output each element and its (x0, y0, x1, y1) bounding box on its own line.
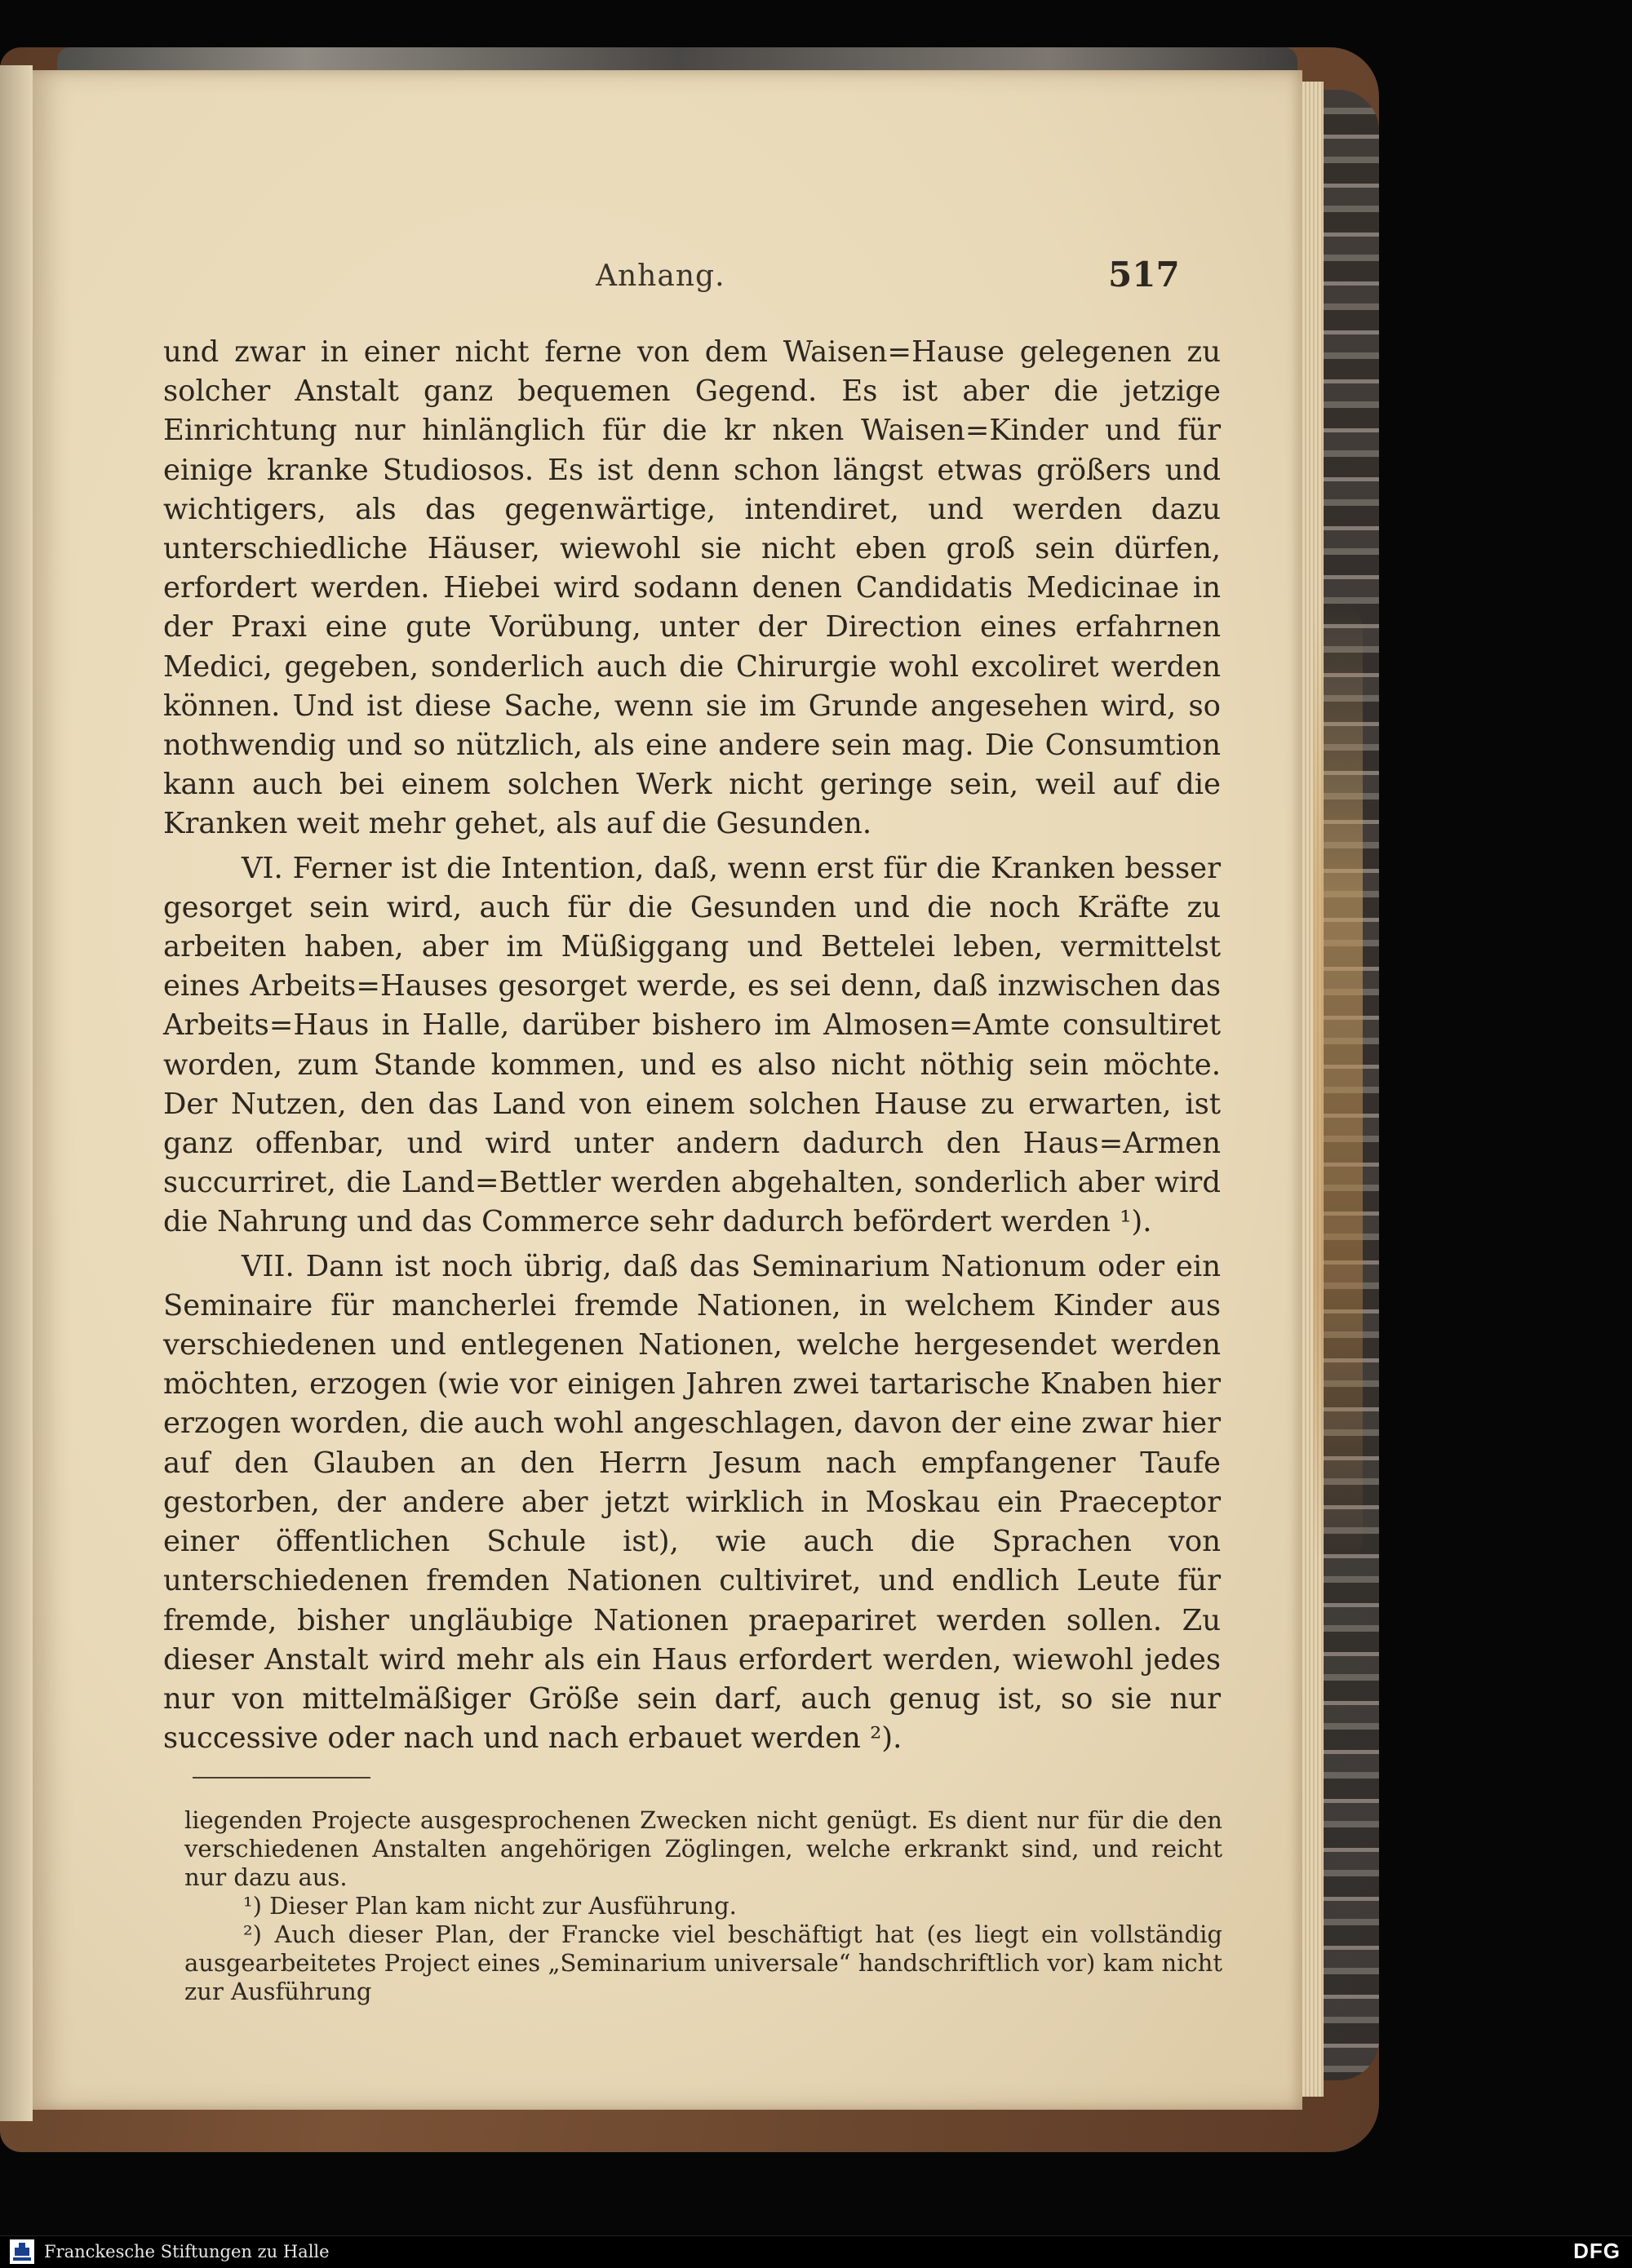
dfg-logo[interactable]: DFG (1573, 2239, 1621, 2263)
book-page (33, 70, 1302, 2110)
page-header (33, 255, 1302, 300)
left-page-edge (0, 65, 33, 2121)
running-head: Anhang. (596, 259, 725, 293)
paragraph-vii: VII. Dann ist noch übrig, daß das Seminarium Nationum oder ein Seminaire für mancherlei fremde Nationen, in welchem Kinder aus verschiedenen und entlegenen Nationen, welche hergesendet werden möchten, erzogen (wie vor einigen Jahren zwei tartarische Knaben hier erzogen worden, die auch wohl angeschlagen, davon der eine zwar hier auf den Glauben an den Herrn Jesum nach empfangener Taufe gestorben, der andere aber jetzt wirklich in Moskau ein Praeceptor einer öffentlichen Schule ist), wie auch die Sprachen von unterschiedenen fremden Nationen cultiviret, und endlich Leute für fremde, bisher ungläubige Nationen praepariret werden sollen. Zu dieser Anstalt wird mehr als ein Haus erfordert werden, wiewohl jedes nur von mittelmäßiger Größe sein darf, auch genug ist, so sie nur successive oder nach und nach erbauet werden ²). (163, 1249, 1221, 1756)
franckesche-stiftungen-logo-icon[interactable] (10, 2239, 34, 2264)
page-edge-stain (1314, 604, 1363, 1566)
footnote-continued: liegenden Projecte ausgesprochenen Zwecken nicht genügt. Es dient nur für die den verschiedenen Anstalten angehörigen Zöglingen, welche erkrankt sind, und reicht nur dazu aus. (184, 1806, 1222, 1891)
organization-name[interactable]: Franckesche Stiftungen zu Halle (44, 2242, 330, 2261)
body-text (163, 333, 1221, 1758)
footnotes (184, 1806, 1222, 2006)
paragraph-continued: und zwar in einer nicht ferne von dem Waisen=Hause gelegenen zu solcher Anstalt ganz bequemen Gegend. Es ist aber die jetzige Einrichtung nur hinlänglich für die kr nken Waisen=Kinder und für einige kranke Studiosos. Es ist denn schon längst etwas größers und wichtigers, als das gegenwärtige, intendiret, und werden dazu unterschiedliche Häuser, wiewohl sie nicht eben groß sein dürfen, erfordert werden. Hiebei wird sodann denen Candidatis Medicinae in der Praxi eine gute Vorübung, unter der Direction eines erfahrnen Medici, gegeben, sonderlich auch die Chirurgie wohl excoliret werden können. Und ist diese Sache, wenn sie im Grunde angesehen wird, so nothwendig und so nützlich, als eine andere sein mag. Die Consumtion kann auch bei einem solchen Werk nicht geringe sein, weil auf die Kranken weit mehr gehet, als auf die Gesunden. (163, 335, 1221, 841)
footnote-1: ¹) Dieser Plan kam nicht zur Ausführung. (243, 1892, 737, 1920)
footnote-divider (193, 1777, 370, 1779)
viewer-footer (0, 2235, 1632, 2268)
page-number: 517 (1108, 255, 1180, 295)
paragraph-vi: VI. Ferner ist die Intention, daß, wenn erst für die Kranken besser gesorget sein wird, auch für die Gesunden und die noch Kräfte zu arbeiten haben, aber im Müßiggang und Bettelei leben, vermittelst eines Arbeits=Hauses gesorget werde, es sei denn, daß inzwischen das Arbeits=Haus in Halle, darüber bishero im Almosen=Amte consultiret worden, zum Stande kommen, und es also nicht nöthig sein möchte. Der Nutzen, den das Land von einem solchen Hause zu erwarten, ist ganz offenbar, und wird unter andern dadurch den Haus=Armen succurriret, die Land=Bettler werden abgehalten, sonderlich aber wird die Nahrung und das Commerce sehr dadurch befördert werden ¹). (163, 851, 1221, 1239)
footnote-2: ²) Auch dieser Plan, der Francke viel beschäftigt hat (es liegt ein vollständig ausgearbeitetes Project eines „Seminarium universale“ handschriftlich vor) kam nicht zur Ausführung (184, 1920, 1222, 2005)
